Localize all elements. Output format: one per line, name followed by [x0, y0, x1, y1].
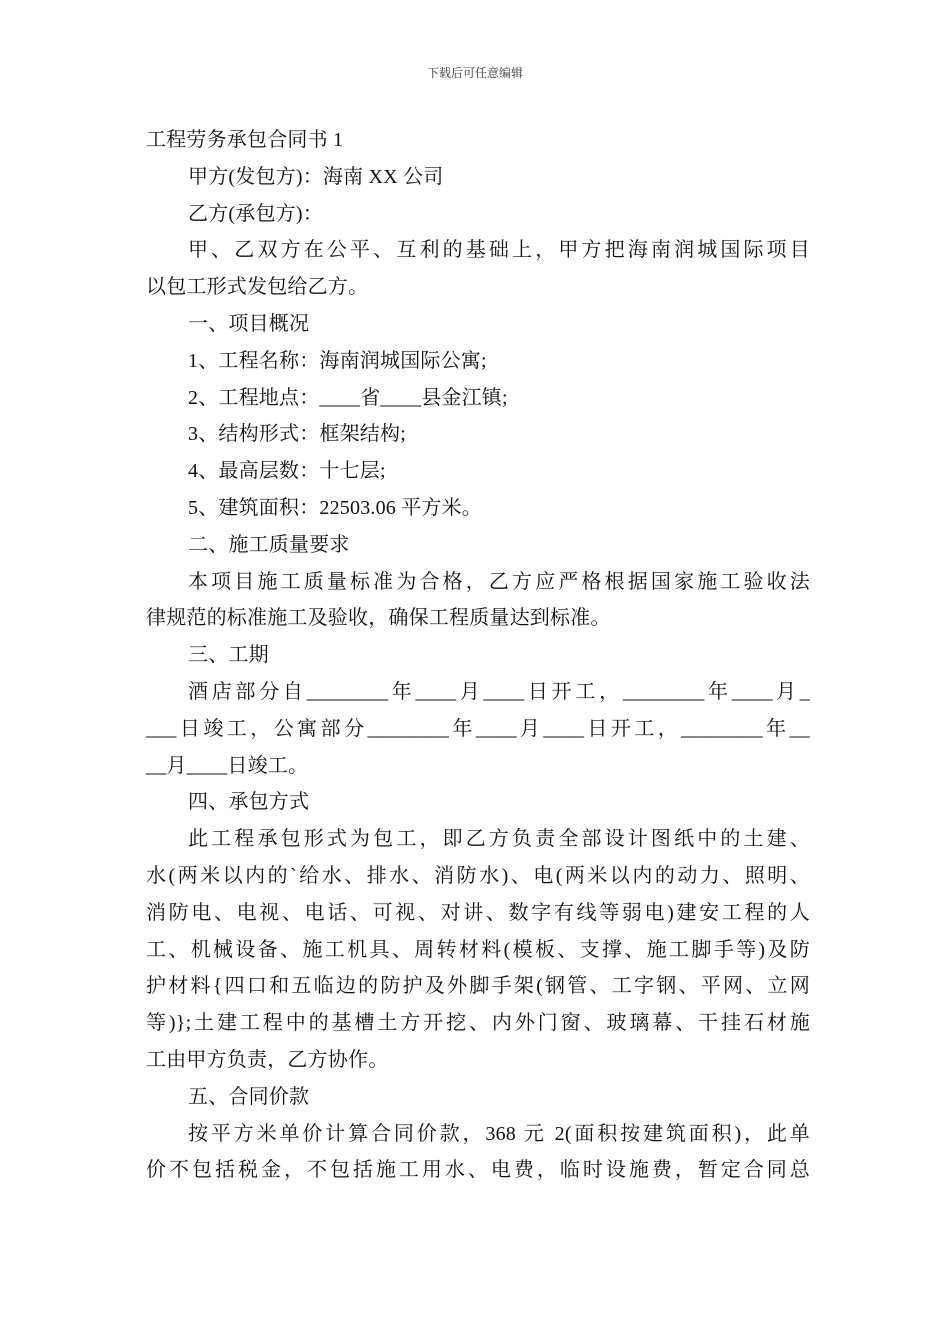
section-heading: 二、施工质量要求: [188, 533, 350, 556]
paragraph-line: 本项目施工质量标准为合格，乙方应严格根据国家施工验收法: [188, 570, 810, 593]
paragraph-line: 酒店部分自________年____月____日开工，________年____月_: [188, 680, 810, 703]
paragraph-line: ___日竣工，公寓部分________年____月____日开工，________年__: [146, 717, 810, 740]
paragraph-line: 工由甲方负责，乙方协作。: [146, 1048, 389, 1071]
paragraph-line: 以包工形式发包给乙方。: [146, 276, 369, 299]
paragraph-line: 等)};土建工程中的基槽土方开挖、内外门窗、玻璃幕、干挂石材施: [146, 1012, 810, 1035]
list-item: 2、工程地点：____省____县金江镇;: [188, 386, 508, 409]
paragraph-line: 律规范的标准施工及验收，确保工程质量达到标准。: [146, 607, 611, 630]
document-title: 工程劳务承包合同书 1: [146, 129, 344, 151]
list-item: 1、工程名称：海南润城国际公寓;: [188, 349, 487, 372]
paragraph-line: 按平方米单价计算合同价款，368 元 2(面积按建筑面积)，此单: [188, 1122, 810, 1145]
list-item: 4、最高层数：十七层;: [188, 460, 386, 483]
paragraph-line: 工、机械设备、施工机具、周转材料(模板、支撑、施工脚手等)及防: [146, 938, 810, 961]
paragraph-line: 消防电、电视、电话、可视、对讲、数字有线等弱电)建安工程的人: [146, 901, 810, 924]
paragraph-line: 护材料{四口和五临边的防护及外脚手架(钢管、工字钢、平网、立网: [146, 975, 810, 998]
document-body: [146, 122, 810, 1189]
party-a-line: 甲方(发包方)：海南 XX 公司: [188, 165, 444, 188]
list-item: 3、结构形式：框架结构;: [188, 423, 406, 446]
page-header-note: 下载后可任意编辑: [426, 66, 523, 80]
section-heading: 三、工期: [188, 644, 269, 667]
party-b-line: 乙方(承包方)：: [188, 202, 323, 225]
list-item: 5、建筑面积：22503.06 平方米。: [188, 496, 482, 519]
paragraph-line: 价不包括税金，不包括施工用水、电费，临时设施费，暂定合同总: [146, 1159, 810, 1182]
paragraph-line: 甲、乙双方在公平、互利的基础上，甲方把海南润城国际项目: [188, 239, 810, 262]
paragraph-line: __月____日竣工。: [146, 754, 309, 777]
section-heading: 四、承包方式: [188, 791, 310, 814]
section-heading: 一、项目概况: [188, 312, 310, 335]
paragraph-line: 水(两米以内的`给水、排水、消防水)、电(两米以内的动力、照明、: [146, 864, 810, 887]
section-heading: 五、合同价款: [188, 1085, 310, 1108]
paragraph-line: 此工程承包形式为包工，即乙方负责全部设计图纸中的土建、: [188, 828, 810, 851]
